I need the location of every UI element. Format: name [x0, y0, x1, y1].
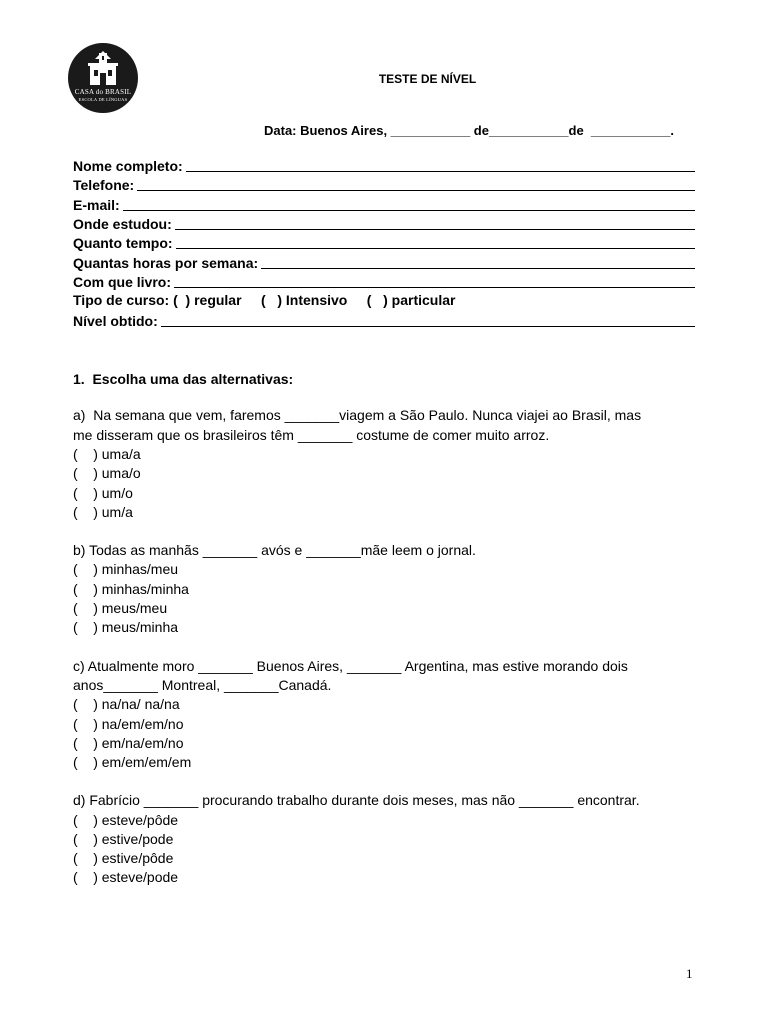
logo-name: CASA do BRASIL	[74, 88, 132, 96]
option-checkbox[interactable]: ( ) na/em/em/no	[73, 716, 184, 732]
option-checkbox[interactable]: ( ) um/a	[73, 504, 133, 520]
field-label: Nome completo:	[73, 158, 183, 174]
option-checkbox[interactable]: ( ) meus/minha	[73, 619, 179, 635]
fill-line[interactable]	[186, 170, 695, 172]
question-d-text: d) Fabrício _______ procurando trabalho durante dois meses, mas não _______ encontrar.	[73, 792, 640, 808]
document-title: TESTE DE NÍVEL	[378, 72, 477, 86]
fill-line[interactable]	[161, 325, 695, 327]
question-c-text: c) Atualmente moro _______ Buenos Aires, _______ Argentina, mas estive morando dois	[73, 658, 628, 674]
option-checkbox[interactable]: ( ) estive/pôde	[73, 850, 174, 866]
fill-line[interactable]	[175, 228, 695, 230]
field-label: E-mail:	[73, 197, 120, 213]
page-number: 1	[686, 966, 693, 981]
option-checkbox[interactable]: ( ) uma/a	[73, 446, 141, 462]
field-label: Onde estudou:	[73, 216, 172, 232]
fill-line[interactable]	[261, 267, 695, 269]
date-line[interactable]: Data: Buenos Aires, ___________ de___________de ___________.	[264, 123, 675, 138]
fill-line[interactable]	[137, 189, 695, 191]
option-checkbox[interactable]: ( ) estive/pode	[73, 831, 174, 847]
field-label: Com que livro:	[73, 274, 172, 290]
fill-line[interactable]	[176, 247, 695, 249]
studied-where-field[interactable]	[73, 214, 695, 232]
email-field[interactable]	[73, 195, 695, 213]
book-field[interactable]	[73, 272, 695, 290]
question-b-text: b) Todas as manhãs _______ avós e _______mãe leem o jornal.	[73, 542, 476, 558]
option-checkbox[interactable]: ( ) minhas/meu	[73, 561, 179, 577]
full-name-field[interactable]	[73, 156, 695, 174]
level-obtained-field[interactable]	[73, 311, 695, 329]
option-checkbox[interactable]: ( ) esteve/pode	[73, 869, 179, 885]
logo-subtitle: ESCOLA DE LÍNGUAS	[78, 97, 128, 102]
field-label: Quantas horas por semana:	[73, 255, 259, 271]
question-a-text: me disseram que os brasileiros têm _______ costume de comer muito arroz.	[73, 427, 550, 443]
option-checkbox[interactable]: ( ) minhas/minha	[73, 581, 189, 597]
option-checkbox[interactable]: ( ) meus/meu	[73, 600, 168, 616]
how-long-field[interactable]	[73, 233, 695, 251]
fill-line[interactable]	[123, 209, 695, 211]
field-label: Nível obtido:	[73, 313, 158, 329]
option-checkbox[interactable]: ( ) em/em/em/em	[73, 754, 192, 770]
section-title: 1. Escolha uma das alternativas:	[73, 371, 294, 387]
field-label: Telefone:	[73, 177, 135, 193]
fill-line[interactable]	[174, 286, 695, 288]
option-checkbox[interactable]: ( ) um/o	[73, 485, 133, 501]
option-checkbox[interactable]: ( ) em/na/em/no	[73, 735, 184, 751]
field-label: Quanto tempo:	[73, 235, 173, 251]
question-a-text: a) Na semana que vem, faremos _______viagem a São Paulo. Nunca viajei ao Brasil, mas	[73, 407, 642, 423]
phone-field[interactable]	[73, 175, 695, 193]
option-checkbox[interactable]: ( ) esteve/pôde	[73, 812, 179, 828]
option-checkbox[interactable]: ( ) uma/o	[73, 465, 141, 481]
question-c-text: anos_______ Montreal, _______Canadá.	[73, 677, 332, 693]
hours-per-week-field[interactable]	[73, 253, 695, 271]
option-checkbox[interactable]: ( ) na/na/ na/na	[73, 696, 180, 712]
course-type-options[interactable]: Tipo de curso: ( ) regular ( ) Intensivo ( ) particular	[73, 292, 456, 308]
